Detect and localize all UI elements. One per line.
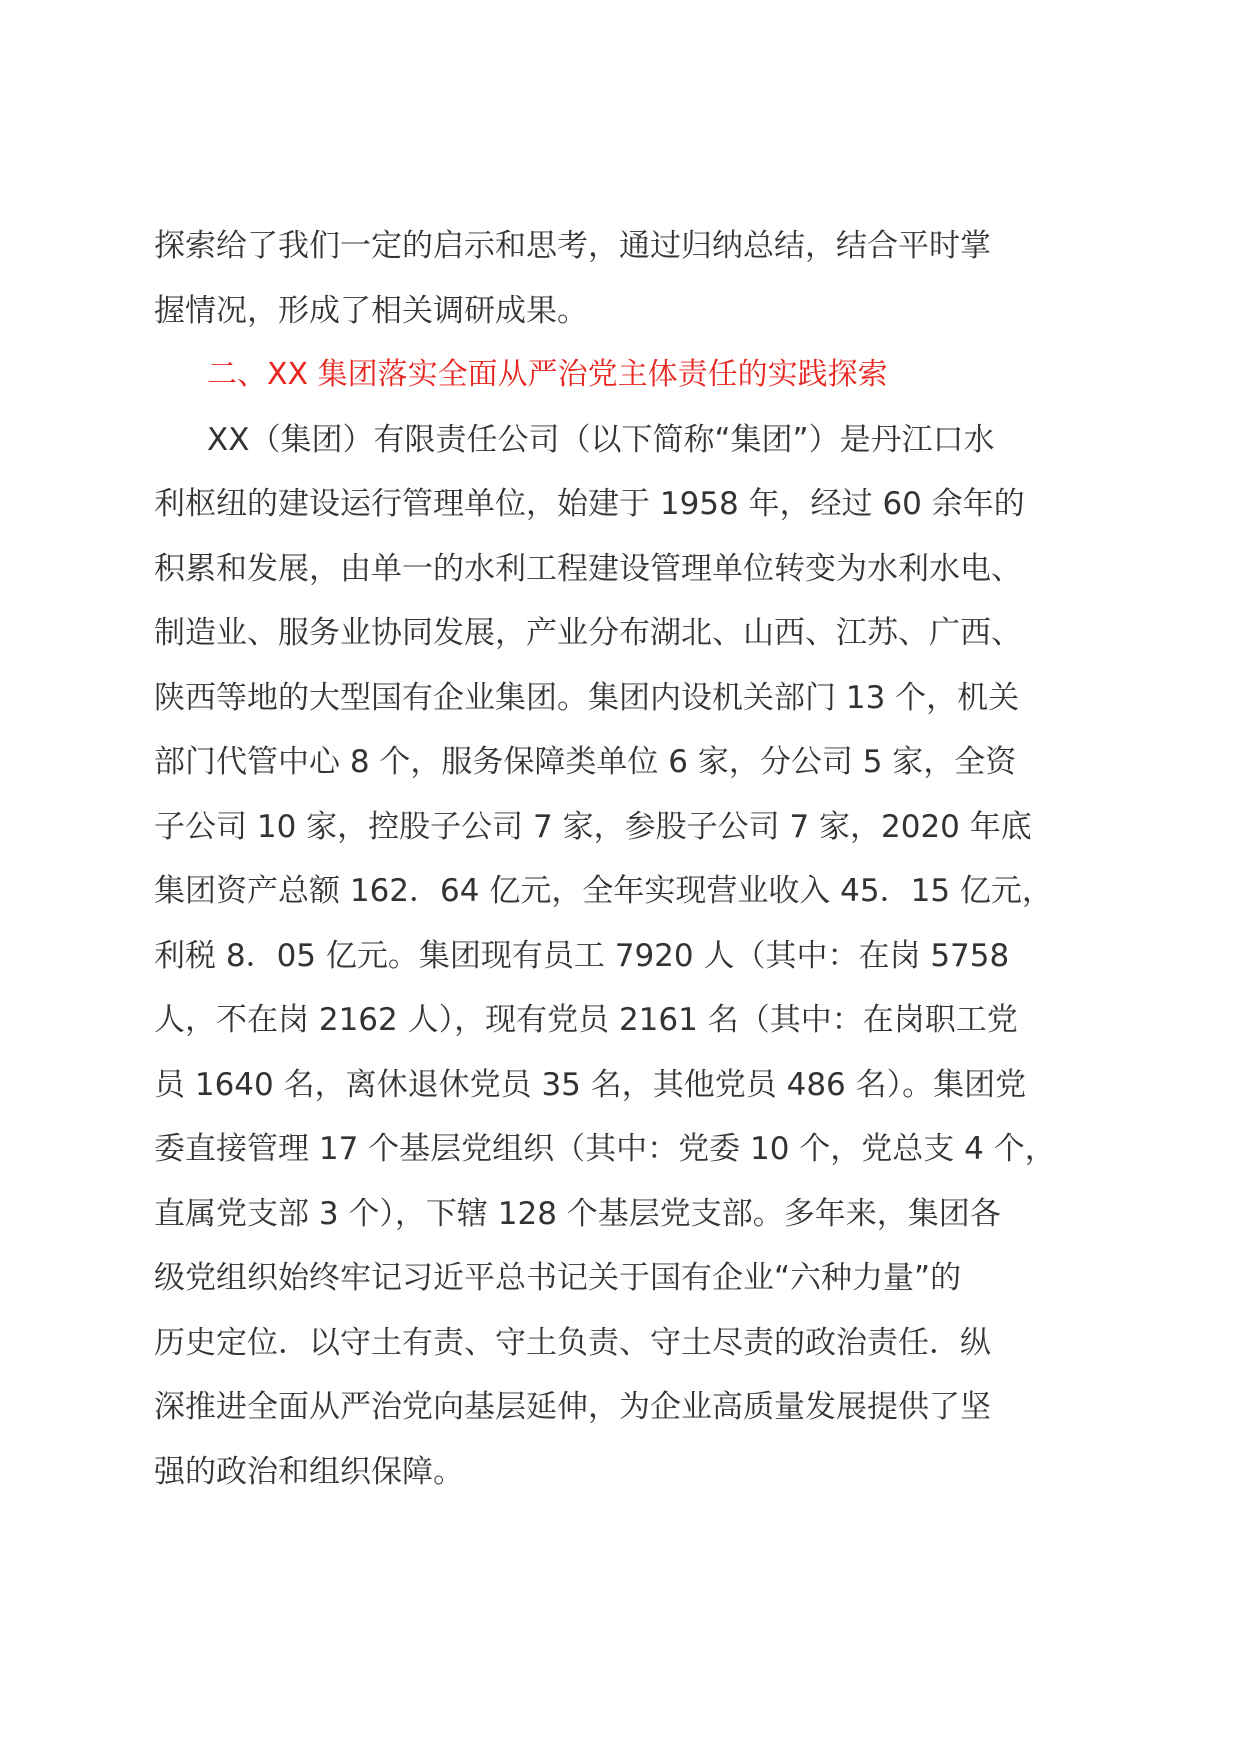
paragraph-line: 积累和发展，由单一的水利工程建设管理单位转变为水利水电、 bbox=[154, 550, 1022, 587]
paragraph-line: 部门代管中心 8 个，服务保障类单位 6 家，分公司 5 家，全资 bbox=[154, 744, 1017, 780]
paragraph-line: 利枢纽的建设运行管理单位，始建于 1958 年，经过 60 余年的 bbox=[154, 486, 1025, 522]
paragraph-line: 陕西等地的大型国有企业集团。集团内设机关部门 13 个，机关 bbox=[154, 679, 1020, 716]
paragraph-line: 强的政治和组织保障。 bbox=[154, 1453, 464, 1490]
paragraph-line: 委直接管理 17 个基层党组织（其中：党委 10 个，党总支 4 个， bbox=[154, 1131, 1056, 1167]
paragraph-line: 制造业、服务业协同发展，产业分布湖北、山西、江苏、广西、 bbox=[154, 615, 1022, 651]
paragraph-line: 利税 8．05 亿元。集团现有员工 7920 人（其中：在岗 5758 bbox=[154, 937, 1010, 974]
paragraph-line: 子公司 10 家，控股子公司 7 家，参股子公司 7 家，2020 年底 bbox=[154, 808, 1032, 845]
paragraph-line: 深推进全面从严治党向基层延伸，为企业高质量发展提供了坚 bbox=[154, 1389, 991, 1425]
paragraph-line: 级党组织始终牢记习近平总书记关于国有企业“六种力量”的 bbox=[154, 1260, 962, 1296]
intro-line: 探索给了我们一定的启示和思考，通过归纳总结，结合平时掌 bbox=[154, 228, 991, 264]
paragraph-line: 历史定位．以守土有责、守土负责、守土尽责的政治责任．纵 bbox=[154, 1324, 991, 1361]
paragraph-line: 人，不在岗 2162 人），现有党员 2161 名（其中：在岗职工党 bbox=[154, 1002, 1018, 1038]
paragraph-line: XX（集团）有限责任公司（以下简称“集团”）是丹江口水 bbox=[207, 421, 995, 458]
paragraph-line: 员 1640 名，离休退休党员 35 名，其他党员 486 名）。集团党 bbox=[154, 1066, 1027, 1103]
section-heading: 二、XX 集团落实全面从严治党主体责任的实践探索 bbox=[207, 357, 888, 392]
paragraph-line: 集团资产总额 162．64 亿元，全年实现营业收入 45．15 亿元， bbox=[154, 873, 1053, 909]
intro-line: 握情况，形成了相关调研成果。 bbox=[154, 292, 588, 329]
document-body bbox=[154, 214, 1094, 1504]
paragraph-line: 直属党支部 3 个），下辖 128 个基层党支部。多年来，集团各 bbox=[154, 1195, 1001, 1232]
